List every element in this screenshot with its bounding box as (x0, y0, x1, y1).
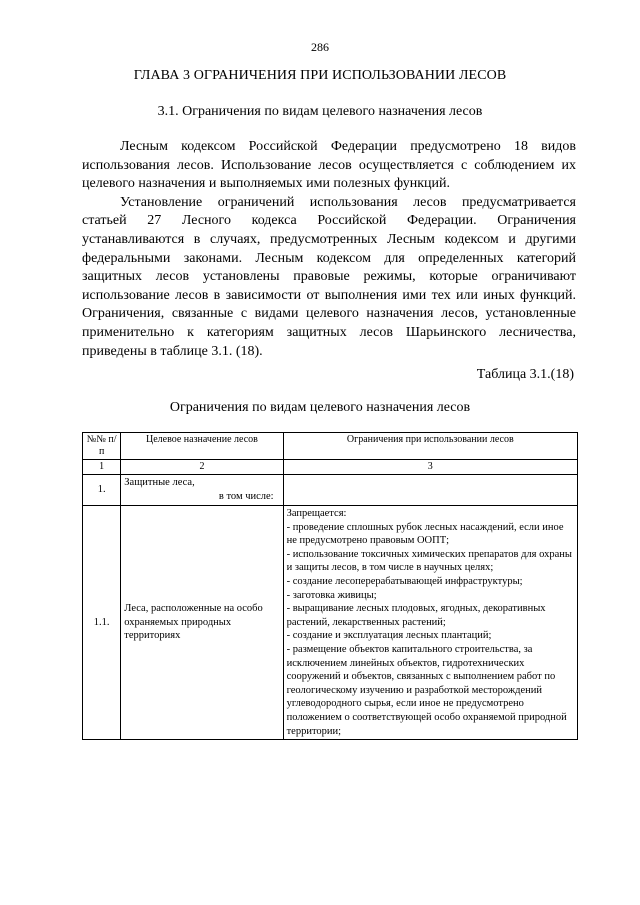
table-header-row (83, 433, 578, 460)
section-title: 3.1. Ограничения по видам целевого назначения лесов (157, 104, 483, 119)
row-purpose (121, 475, 283, 506)
table-row (83, 506, 578, 740)
column-number: 1 (83, 460, 121, 475)
row-number: 1. (83, 475, 121, 506)
restriction-item: - размещение объектов капитального строительства, за исключением линейных объектов, гидротехнических сооружений и объектов, связанных с выполнением работ по геологическому изучению и разработкой месторождений углеводородного сырья, если иное не предусмотрено положением о соответствующей особо охраняемой природной территории; (286, 643, 567, 737)
restriction-item: - создание лесоперерабатывающей инфраструктуры; (286, 575, 523, 587)
table-caption: Таблица 3.1.(18) (476, 367, 574, 382)
paragraph: Лесным кодексом Российской Федерации предусмотрено 18 видов использования лесов. Использование лесов осуществляется с соблюдением их целевого назначения и выполняемых ими полезных функций. (82, 139, 576, 192)
restriction-item: Запрещается: (286, 508, 347, 519)
header-cell-restrictions: Ограничения при использовании лесов (283, 433, 577, 460)
purpose-line: Защитные леса, (124, 477, 195, 488)
column-number: 2 (121, 460, 283, 475)
chapter-title: ГЛАВА 3 ОГРАНИЧЕНИЯ ПРИ ИСПОЛЬЗОВАНИИ ЛЕСОВ (133, 68, 507, 83)
restriction-item: - выращивание лесных плодовых, ягодных, декоративных растений, лекарственных растений; (286, 603, 546, 628)
header-cell-purpose: Целевое назначение лесов (121, 433, 283, 460)
body-text (82, 138, 576, 361)
paragraph: Установление ограничений использования лесов предусматривается статьей 27 Лесного кодекса Российской Федерации. Ограничения устанавливаются в случаях, предусмотренных Лесным кодексом и другими федеральными законами. Лесным кодексом для определенных категорий защитных лесов установлены правовые режимы, которые ограничивают использование лесов в зависимости от выполнения ими тех или иных функций. Ограничения, связанные с видами целевого назначения лесов, установленные применительно к категориям защитных лесов Шарьинского лесничества, приведены в таблице 3.1. (18). (82, 194, 576, 359)
restrictions-table (82, 432, 578, 740)
header-cell-number: №№ п/п (83, 433, 121, 460)
row-number: 1.1. (83, 506, 121, 740)
column-number-row (83, 460, 578, 475)
restriction-item: - создание и эксплуатация лесных плантаций; (286, 630, 492, 642)
row-restrictions (283, 475, 577, 506)
row-restrictions (283, 506, 577, 740)
table-title: Ограничения по видам целевого назначения лесов (169, 400, 471, 415)
page-number: 286 (311, 40, 329, 54)
restriction-item: - проведение сплошных рубок лесных насаждений, если иное не предусмотрено правовым ООПТ; (286, 521, 564, 547)
column-number: 3 (283, 460, 577, 475)
restriction-item: - заготовка живицы; (286, 589, 377, 601)
purpose-line: в том числе: (218, 490, 274, 502)
restriction-item: - использование токсичных химических препаратов для охраны и защиты лесов, в том числе в научных целях; (286, 548, 572, 574)
row-purpose: Леса, расположенные на особо охраняемых природных территориях (121, 506, 283, 740)
table-row (83, 475, 578, 506)
